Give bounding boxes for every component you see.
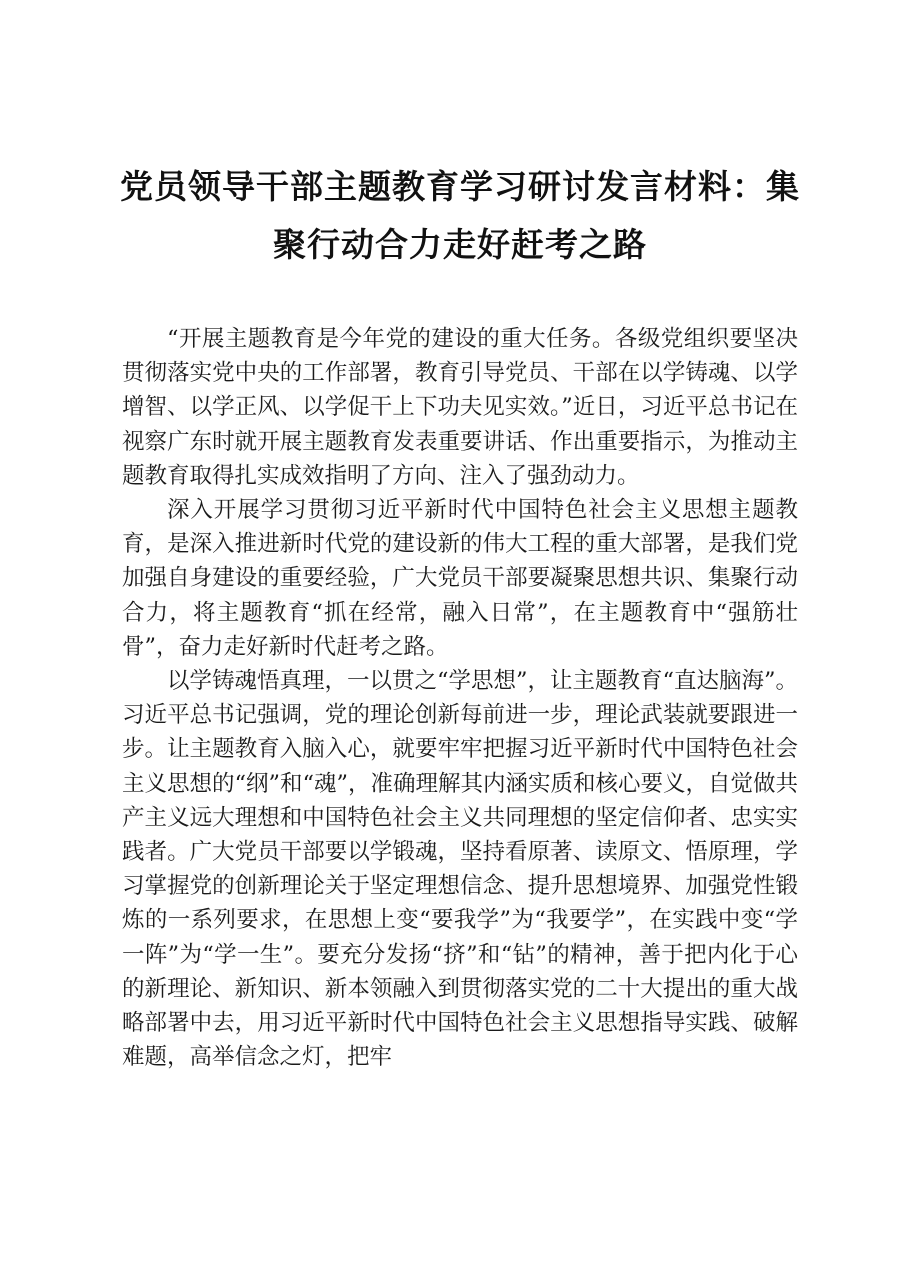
document-body (122, 322, 798, 1074)
paragraph-3: 以学铸魂悟真理，一以贯之“学思想”，让主题教育“直达脑海”。习近平总书记强调，党的理论创新每前进一步，理论武装就要跟进一步。让主题教育入脑入心，就要牢牢把握习近平新时代中国特色社会主义思想的“纲”和“魂”，准确理解其内涵实质和核心要义，自觉做共产主义远大理想和中国特色社会主义共同理想的坚定信仰者、忠实实践者。广大党员干部要以学锻魂，坚持看原著、读原文、悟原理，学习掌握党的创新理论关于坚定理想信念、提升思想境界、加强党性锻炼的一系列要求，在思想上变“要我学”为“我要学”，在实践中变“学一阵”为“学一生”。要充分发扬“挤”和“钻”的精神，善于把内化于心的新理论、新知识、新本领融入到贯彻落实党的二十大提出的重大战略部署中去，用习近平新时代中国特色社会主义思想指导实践、破解难题，高举信念之灯，把牢 (122, 668, 799, 1071)
document-title: 党员领导干部主题教育学习研讨发言材料：集聚行动合力走好赶考之路 (120, 167, 800, 264)
paragraph-2: 深入开展学习贯彻习近平新时代中国特色社会主义思想主题教育，是深入推进新时代党的建设新的伟大工程的重大部署，是我们党加强自身建设的重要经验，广大党员干部要凝聚思想共识、集聚行动合力，将主题教育“抓在经常，融入日常”，在主题教育中“强筋壮骨”，奋力走好新时代赶考之路。 (122, 497, 798, 660)
paragraph-1: “开展主题教育是今年党的建设的重大任务。各级党组织要坚决贯彻落实党中央的工作部署，教育引导党员、干部在以学铸魂、以学增智、以学正风、以学促干上下功夫见实效。”近日，习近平总书记在视察广东时就开展主题教育发表重要讲话、作出重要指示，为推动主题教育取得扎实成效指明了方向、注入了强劲动力。 (122, 326, 798, 489)
